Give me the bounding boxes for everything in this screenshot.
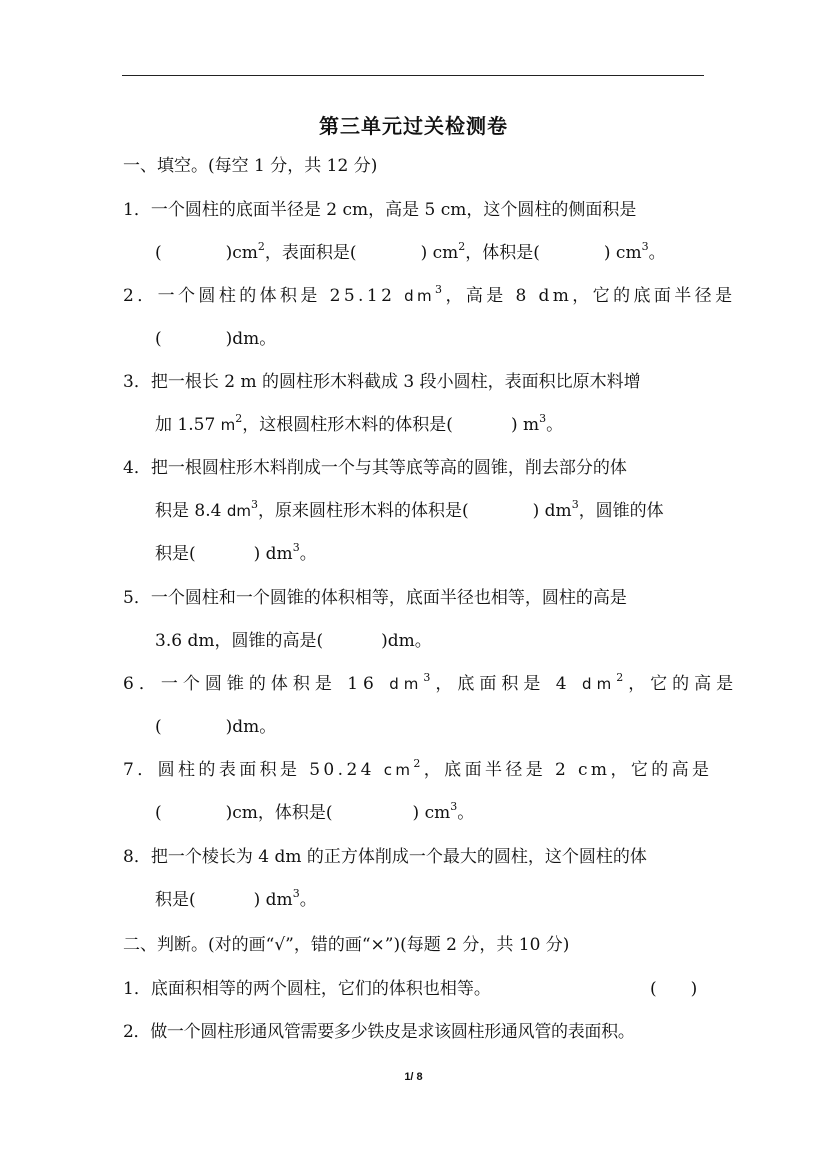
- q3-sup2: 3: [539, 412, 547, 425]
- q3-mid: ，这根圆柱形木料的体积是(: [242, 415, 453, 435]
- q1-mid2: ，体积是(: [465, 243, 540, 263]
- q1-line2: [155, 241, 666, 265]
- q1-end: 。: [648, 243, 666, 263]
- q2-sup: 3: [435, 283, 446, 296]
- q1-unit2: ) cm: [420, 243, 459, 263]
- q6-close: )dm。: [225, 717, 277, 737]
- q7-open: (: [155, 803, 162, 823]
- q4-sup: 3: [251, 498, 258, 511]
- q3-sup: 2: [235, 412, 243, 425]
- q3-end: 。: [546, 415, 564, 435]
- q6-line2: [155, 715, 276, 739]
- q6-open: (: [155, 717, 162, 737]
- q1-open-paren: (: [155, 243, 162, 263]
- q7-mid: )cm，体积是(: [225, 803, 333, 823]
- q6-sup2: 2: [616, 671, 629, 684]
- q4-line2: [155, 499, 664, 523]
- q7-line2: [155, 801, 474, 825]
- q4-sup2: 3: [571, 498, 579, 511]
- q3-pre: 加 1.57: [155, 415, 216, 435]
- q3-unit2: ) m: [510, 415, 540, 435]
- section2-heading: 二、判断。(对的画“√”，错的画“×”)(每题 2 分，共 10 分): [123, 935, 570, 955]
- q6-unit: dm: [389, 675, 424, 693]
- q6-pre: 6．一个圆锥的体积是 16: [123, 674, 379, 694]
- q6-sup: 3: [423, 671, 436, 684]
- s2-q2: 2．做一个圆柱形通风管需要多少铁皮是求该圆柱形通风管的表面积。: [123, 1022, 635, 1042]
- q4-line3: [155, 542, 317, 566]
- q7-line1: [123, 758, 712, 782]
- s2-q1-answer-paren[interactable]: ( ): [650, 979, 698, 999]
- q1-sup3: 3: [641, 240, 649, 253]
- q4c-unit: ) dm: [253, 544, 293, 564]
- q3-line2: [155, 413, 563, 437]
- page-title: 第三单元过关检测卷: [319, 114, 508, 138]
- q1-unit3: ) cm: [603, 243, 642, 263]
- q2-unit: dm: [404, 287, 436, 305]
- q4c-sup: 3: [292, 541, 300, 554]
- s2-q1: 1．底面积相等的两个圆柱，它们的体积也相等。: [123, 979, 491, 999]
- q4c-end: 。: [299, 544, 317, 564]
- q4c-pre: 积是(: [155, 544, 196, 564]
- q4-unit: dm: [226, 502, 251, 520]
- q2-line2: [155, 327, 276, 351]
- q4-mid: ，原来圆柱形木料的体积是(: [258, 501, 469, 521]
- section1-heading: 一、填空。(每空 1 分，共 12 分): [123, 156, 378, 176]
- q8-end: 。: [299, 890, 317, 910]
- q8-sup: 3: [292, 887, 300, 900]
- q6-line1: [123, 672, 738, 696]
- q1-unit1: )cm: [225, 243, 258, 263]
- q4-pre: 积是 8.4: [155, 501, 222, 521]
- q7-end2: 。: [457, 803, 475, 823]
- q2-post: ，高是 8 dm，它的底面半径是: [445, 286, 736, 306]
- q1-mid: ，表面积是(: [264, 243, 357, 263]
- q2-pre: 2．一个圆柱的体积是 25.12: [123, 286, 396, 306]
- q8-pre: 积是(: [155, 890, 196, 910]
- q8-line1: 8．把一个棱长为 4 dm 的正方体削成一个最大的圆柱，这个圆柱的体: [123, 847, 647, 867]
- q6-mid: ，底面积是 4: [435, 674, 572, 694]
- q5-pre: 3.6 dm，圆锥的高是(: [155, 631, 324, 651]
- q1-line1: 1．一个圆柱的底面半径是 2 cm，高是 5 cm，这个圆柱的侧面积是: [123, 200, 637, 220]
- q7-sup2: 3: [450, 800, 458, 813]
- q5-line2: [155, 629, 432, 653]
- page-number: 1/ 8: [404, 1071, 423, 1083]
- q7-end: ，底面半径是 2 cm，它的高是: [423, 760, 713, 780]
- q8-unit: ) dm: [253, 890, 293, 910]
- q1-sup2: 2: [458, 240, 466, 253]
- header-rule: [122, 75, 704, 76]
- q7-unit: cm: [383, 761, 414, 779]
- q5-close: )dm。: [381, 631, 432, 651]
- q4-unit2: ) dm: [532, 501, 572, 521]
- q2-line1: [123, 284, 735, 308]
- q4-end: ，圆锥的体: [578, 501, 664, 521]
- q2-close: )dm。: [225, 329, 277, 349]
- q7-sup: 2: [413, 757, 424, 770]
- q7-unit2: ) cm: [412, 803, 451, 823]
- q8-line2: [155, 888, 317, 912]
- q3-line1: 3．把一根长 2 m 的圆柱形木料截成 3 段小圆柱，表面积比原木料增: [123, 372, 641, 392]
- q5-line1: 5．一个圆柱和一个圆锥的体积相等，底面半径也相等，圆柱的高是: [123, 588, 627, 608]
- q6-unit2: dm: [582, 675, 617, 693]
- q1-sup1: 2: [257, 240, 265, 253]
- q4-line1: 4．把一根圆柱形木料削成一个与其等底等高的圆锥，削去部分的体: [123, 458, 627, 478]
- q6-end: ，它的高是: [628, 674, 739, 694]
- q3-unit: m: [220, 416, 236, 434]
- q7-pre: 7．圆柱的表面积是 50.24: [123, 760, 375, 780]
- q2-open: (: [155, 329, 162, 349]
